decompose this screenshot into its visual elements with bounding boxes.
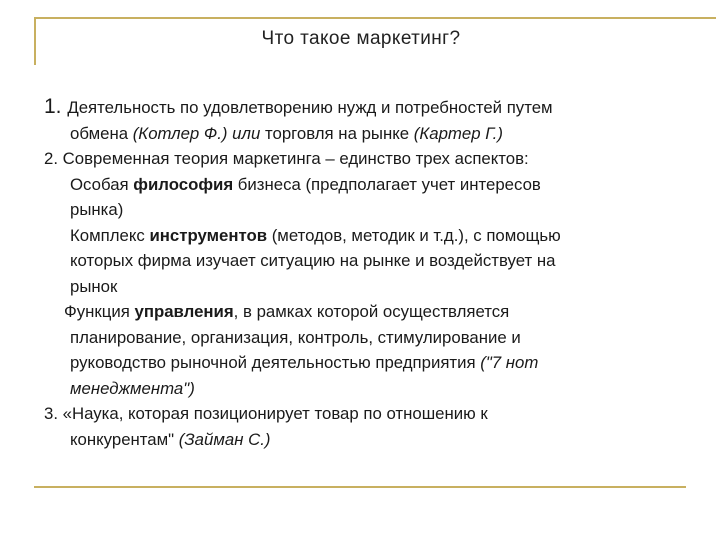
item-3-line-2: [44, 427, 684, 453]
item-1-text-2: обмена: [70, 123, 133, 143]
aspect-3-line-2: планирование, организация, контроль, стимулирование и: [70, 327, 521, 347]
aspect-2-line-2: которых фирма изучает ситуацию на рынке и воздействует на: [70, 251, 556, 270]
aspect-1-line-1: [44, 172, 684, 198]
slide-title: Что такое маркетинг?: [261, 28, 461, 49]
aspect-3-citation: ("7 нот: [480, 353, 539, 372]
aspect-1-text-2: бизнеса (предполагает учет интересов: [233, 174, 541, 194]
aspect-2-keyword: инструментов: [149, 225, 268, 245]
top-divider: [34, 17, 716, 19]
item-1-line-2: [44, 121, 684, 147]
item-1-number: 1.: [44, 95, 68, 118]
item-1-citation-kotler: (Котлер Ф.) или: [132, 123, 261, 143]
item-1-citation-karter: (Картер Г.): [413, 123, 503, 143]
item-3-citation: (Займан С.): [178, 429, 271, 449]
item-1-text: Деятельность по удовлетворению нужд и потребностей путем: [67, 98, 553, 117]
aspect-3-text: Функция: [64, 302, 135, 321]
aspect-2-line-3: рынок: [70, 276, 118, 296]
bottom-divider: [34, 486, 686, 488]
aspect-2-text-2: (методов, методик и т.д.), с помощью: [267, 225, 561, 245]
item-2-line-1: 2. Современная теория маркетинга – единство трех аспектов:: [44, 149, 529, 168]
item-1-line-1: [44, 94, 684, 121]
aspect-1-line-2: рынка): [70, 200, 124, 219]
aspect-3-citation-2: менеджмента"): [70, 378, 195, 398]
aspect-2-text: Комплекс: [70, 225, 150, 245]
item-3-text: конкурентам": [70, 429, 179, 449]
aspect-1-keyword: философия: [133, 174, 234, 194]
item-3-line-1: 3. «Наука, которая позиционирует товар по отношению к: [44, 404, 488, 423]
item-1-text-3: торговля на рынке: [260, 123, 414, 143]
aspect-3-line-3: [44, 350, 684, 376]
slide-body: [44, 94, 684, 452]
aspect-3-text-2: , в рамках которой осуществляется: [233, 302, 510, 321]
aspect-1-text: Особая: [70, 174, 134, 194]
aspect-3-line-4: [44, 376, 684, 402]
aspect-2-line-1: [44, 223, 684, 249]
aspect-3-line-1: [44, 299, 684, 325]
aspect-3-text-3: руководство рыночной деятельностью предприятия: [70, 353, 481, 372]
aspect-3-keyword: управления: [134, 302, 234, 321]
